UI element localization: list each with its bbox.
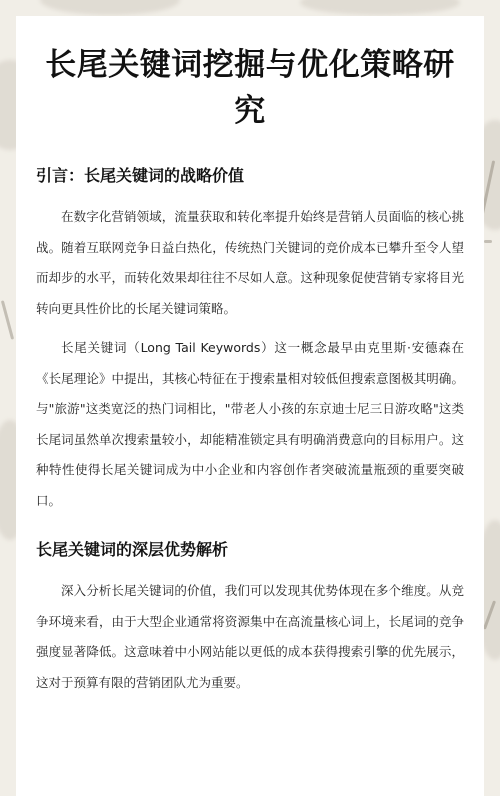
section-heading-advantages: 长尾关键词的深层优势解析: [36, 540, 229, 559]
document-title: 长尾关键词挖掘与优化策略研究: [45, 47, 455, 129]
document-page: [16, 16, 484, 796]
paragraph: 在数字化营销领域，流量获取和转化率提升始终是营销人员面临的核心挑战。随着互联网竞争日益白热化，传统热门关键词的竞价成本已攀升至令人望而却步的水平，而转化效果却往往不尽如人意。这种现象促使营销专家将目光转向更具性价比的长尾关键词策略。: [36, 209, 464, 316]
paragraph: 长尾关键词（Long Tail Keywords）这一概念最早由克里斯·安德森在《长尾理论》中提出，其核心特征在于搜索量相对较低但搜索意图极其明确。与"旅游"这类宽泛的热门词相比，"带老人小孩的东京迪士尼三日游攻略"这类长尾词虽然单次搜索量较小，却能精准锁定具有明确消费意向的目标用户。这种特性使得长尾关键词成为中小企业和内容创作者突破流量瓶颈的重要突破口。: [36, 340, 464, 508]
paragraph: 深入分析长尾关键词的价值，我们可以发现其优势体现在多个维度。从竞争环境来看，由于大型企业通常将资源集中在高流量核心词上，长尾词的竞争强度显著降低。这意味着中小网站能以更低的成本获得搜索引擎的优先展示，这对于预算有限的营销团队尤为重要。: [36, 583, 464, 690]
section-heading-intro: 引言：长尾关键词的战略价值: [36, 166, 245, 185]
